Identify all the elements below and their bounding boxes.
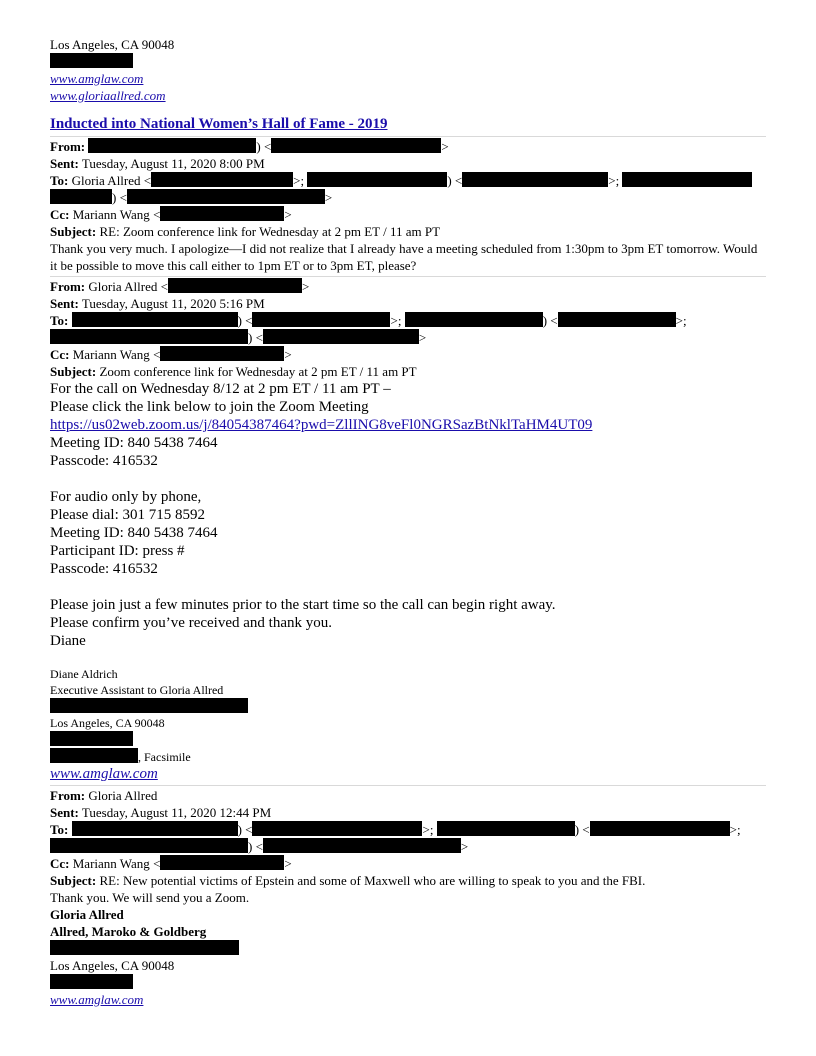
email2-body-line: For the call on Wednesday 8/12 at 2 pm ET / 11 am PT – [50,381,391,397]
redaction-block [263,838,461,853]
redaction-block [50,189,112,204]
redaction-block [252,821,422,836]
hall-of-fame-link[interactable]: Inducted into National Women’s Hall of Fame - 2019 [50,116,388,132]
sig-city: Los Angeles, CA 90048 [50,958,175,973]
email1-from: From: ) < > [50,139,449,154]
sig-fax: , Facsimile [50,748,766,765]
email3-sent: Sent: Tuesday, August 11, 2020 12:44 PM [50,805,272,820]
redaction-block [50,748,138,763]
redaction-block [50,329,248,344]
email2-to-cont: ) < > [50,329,766,346]
redaction-block [160,855,284,870]
email1-sent: Sent: Tuesday, August 11, 2020 8:00 PM [50,156,265,171]
redaction-block [151,172,293,187]
separator [50,785,766,786]
redaction-block [622,172,752,187]
email2-subject: Subject: Zoom conference link for Wednesday at 2 pm ET / 11 am PT [50,364,417,379]
sig-name: Diane Aldrich [50,667,118,681]
email3-cc: Cc: Mariann Wang < > [50,856,292,871]
email2-body-line: For audio only by phone, [50,489,202,505]
email2-body-line: Please confirm you’ve received and thank you. [50,615,332,631]
amglaw-link[interactable]: www.amglaw.com [50,992,144,1007]
email1-cc: Cc: Mariann Wang < > [50,207,292,222]
email1-to: To: Gloria Allred < >; ) < >; [50,172,766,189]
email2-body-line: Participant ID: press # [50,543,185,559]
redaction-block [263,329,419,344]
email3-body: Thank you. We will send you a Zoom. [50,890,250,905]
redaction-block [168,278,302,293]
gloriaallred-link[interactable]: www.gloriaallred.com [50,88,166,103]
email2-from: From: Gloria Allred < > [50,279,310,294]
separator [50,136,766,137]
zoom-meeting-link[interactable]: https://us02web.zoom.us/j/84054387464?pwd=ZllING8veFl0NGRSazBtNklTaHM4UT09 [50,417,593,433]
sig-city: Los Angeles, CA 90048 [50,716,165,730]
email1-body: Thank you very much. I apologize—I did not realize that I already have a meeting scheduled from 1:30pm to 3pm ET tomorrow. Would it be possible to move this call either to 1pm ET or to 3pm ET, please? [50,241,758,273]
redaction-block [50,731,133,746]
email1-to-cont: ) < > [50,189,766,206]
redaction-block [307,172,447,187]
email-thread [50,36,766,1008]
sig-title: Executive Assistant to Gloria Allred [50,683,224,697]
redaction-block [590,821,730,836]
redaction-block [558,312,676,327]
amglaw-link[interactable]: www.amglaw.com [50,766,158,782]
email2-body-line: Please click the link below to join the Zoom Meeting [50,399,369,415]
email2-sent: Sent: Tuesday, August 11, 2020 5:16 PM [50,296,265,311]
redaction-block [252,312,390,327]
amglaw-link[interactable]: www.amglaw.com [50,71,144,86]
redaction-block [160,346,284,361]
sig-name: Gloria Allred [50,907,124,922]
email2-body-line: Please join just a few minutes prior to the start time so the call can begin right away. [50,597,556,613]
email2-body-line: Meeting ID: 840 5438 7464 [50,525,218,541]
redaction-block [50,698,248,713]
email2-body-line: Meeting ID: 840 5438 7464 [50,435,218,451]
email2-cc: Cc: Mariann Wang < > [50,347,292,362]
redaction-block [437,821,575,836]
redaction-block [127,189,325,204]
redaction-block [50,838,248,853]
email1-subject: Subject: RE: Zoom conference link for Wednesday at 2 pm ET / 11 am PT [50,224,441,239]
redaction-block [50,53,133,68]
redaction-block [160,206,284,221]
email2-body-line: Passcode: 416532 [50,453,158,469]
email2-body-line: Passcode: 416532 [50,561,158,577]
redaction-block [462,172,608,187]
separator [50,276,766,277]
email3-subject: Subject: RE: New potential victims of Epstein and some of Maxwell who are willing to speak to you and the FBI. [50,873,646,888]
redaction-block [50,940,239,955]
top-city: Los Angeles, CA 90048 [50,37,175,52]
redaction-block [72,821,238,836]
email2-body-line: Diane [50,633,86,649]
email3-from: From: Gloria Allred [50,788,158,803]
redaction-block [88,138,256,153]
email2-body-line: Please dial: 301 715 8592 [50,507,205,523]
email2-to: To: ) < >; ) < >; [50,313,687,328]
redaction-block [405,312,543,327]
redaction-block [271,138,441,153]
email3-to-cont: ) < > [50,838,766,855]
email3-to: To: ) < >; ) < >; [50,822,741,837]
redaction-block [72,312,238,327]
redaction-block [50,974,133,989]
sig-firm: Allred, Maroko & Goldberg [50,924,207,939]
